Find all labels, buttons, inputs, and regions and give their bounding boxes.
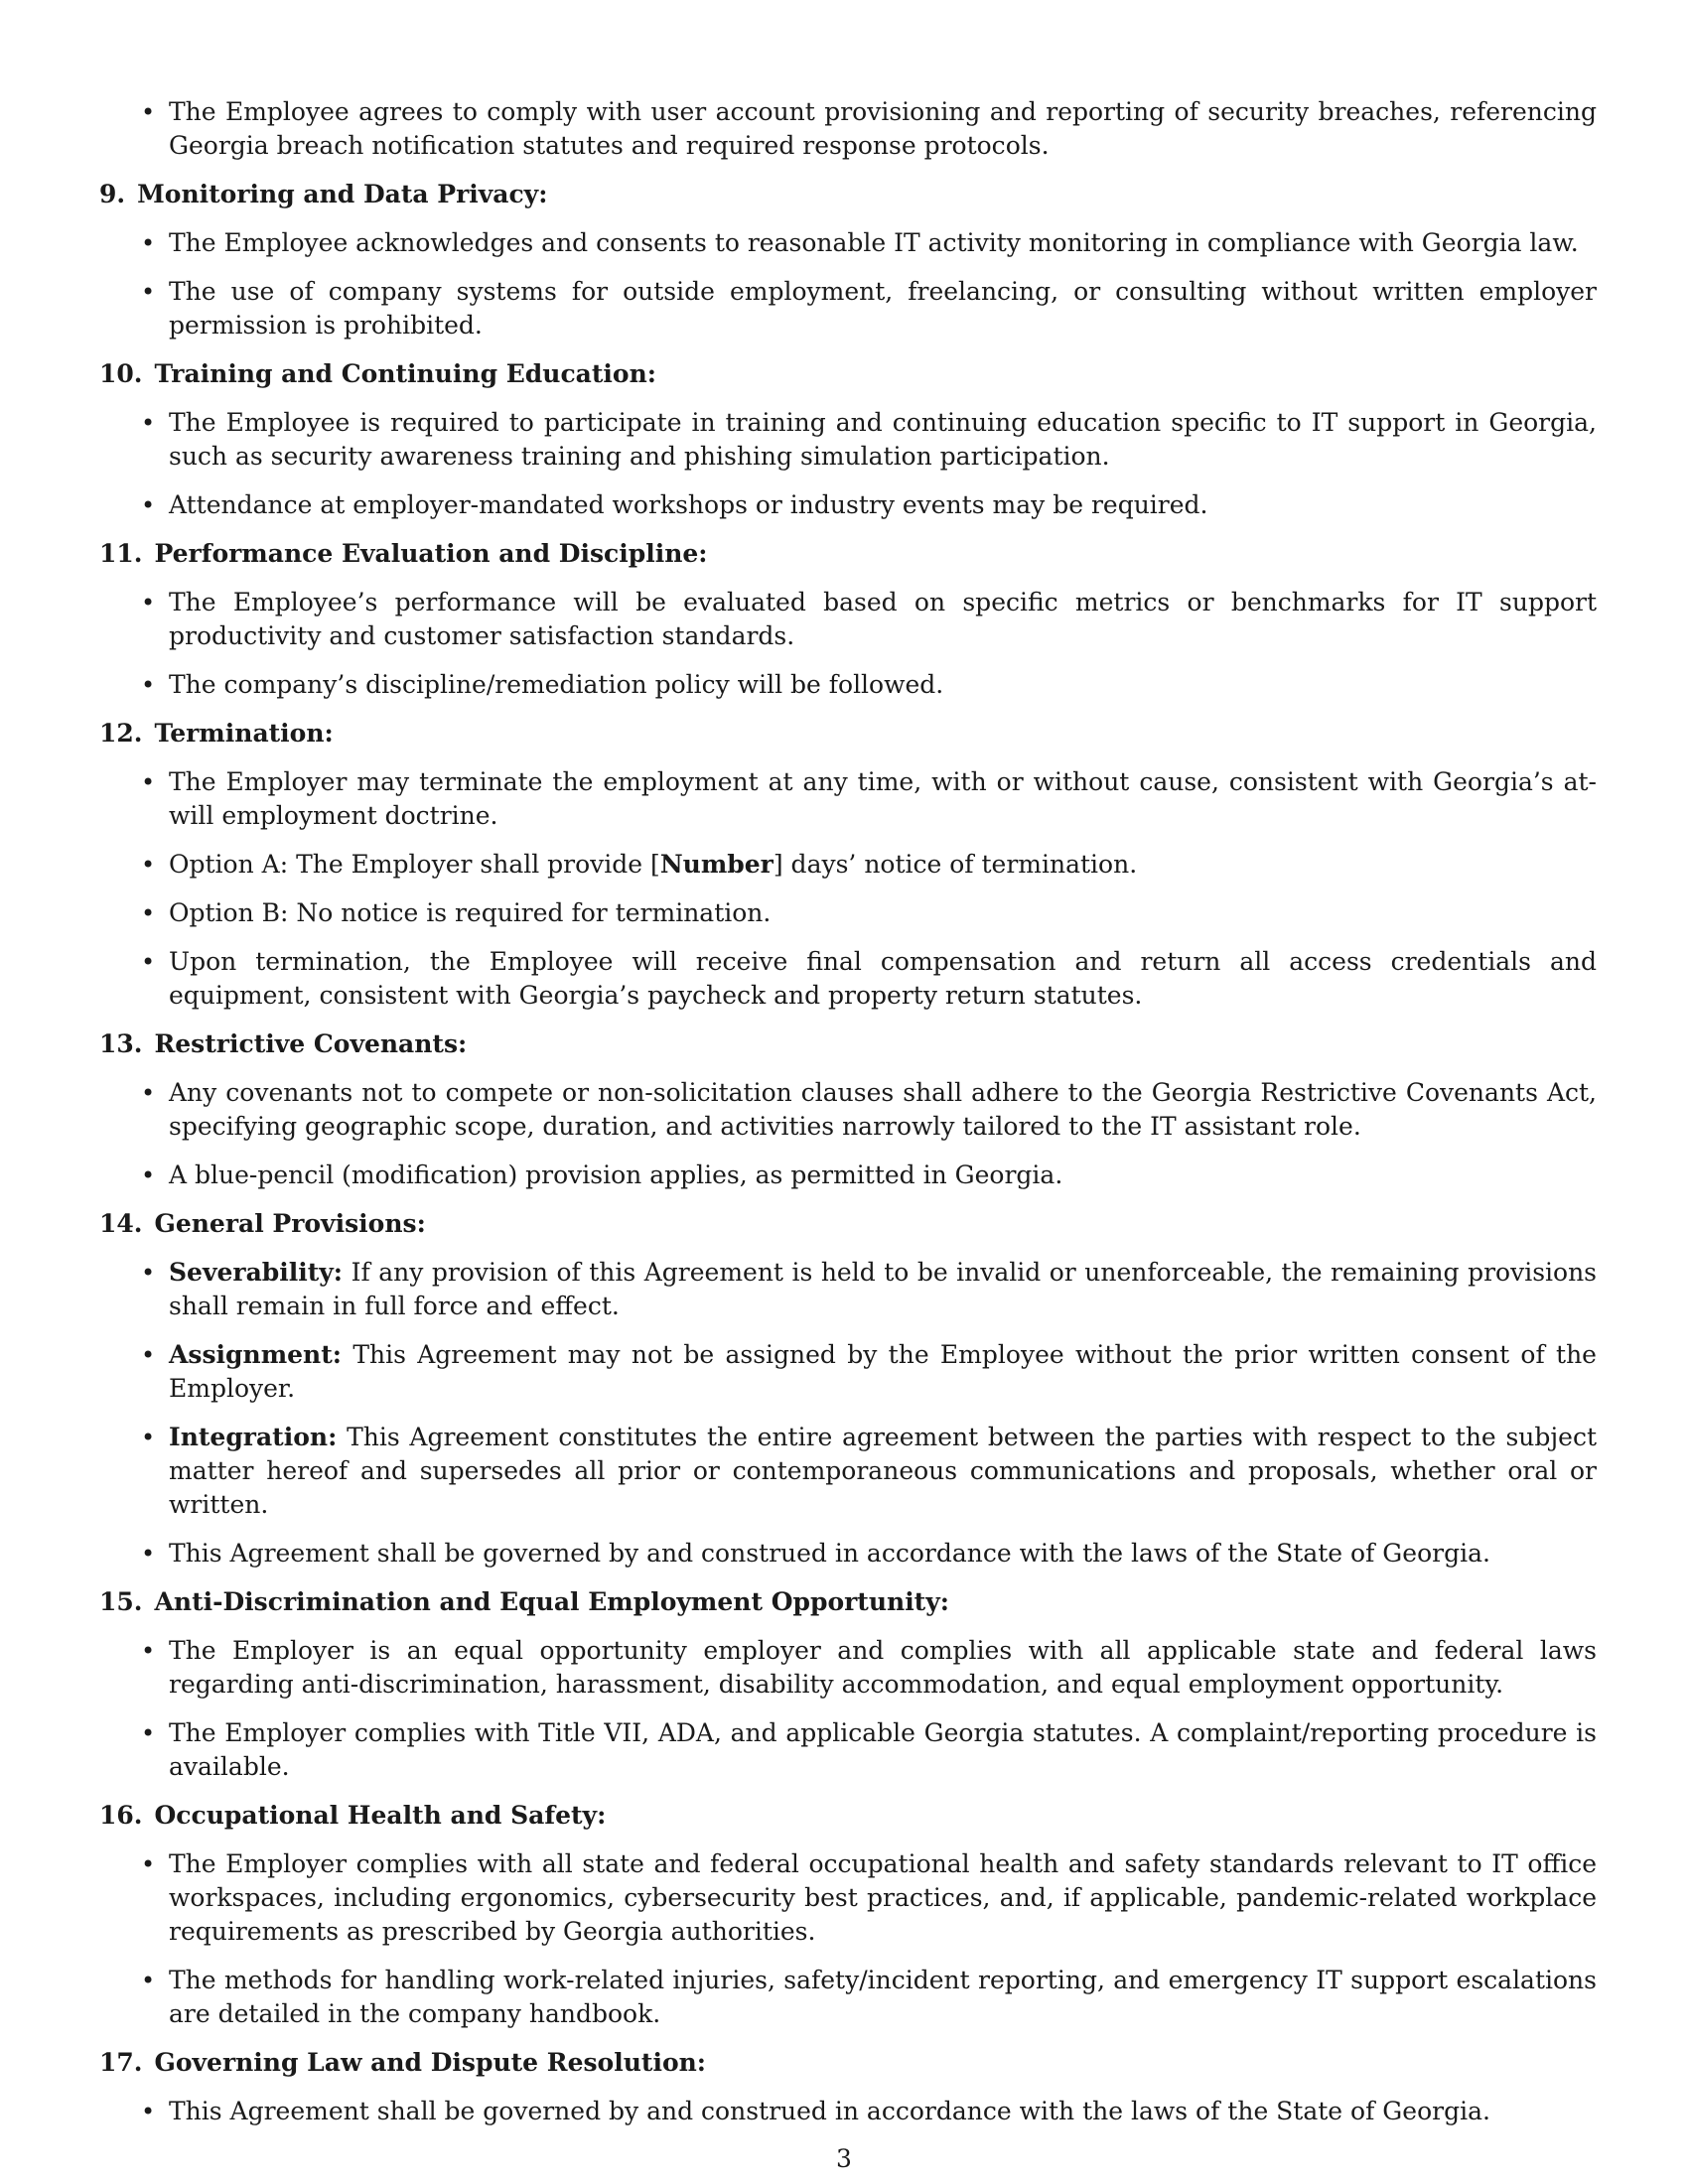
section-heading: [99, 537, 1597, 571]
list-item: • The Employer complies with all state and federal occupational health and safety standards relevant to IT office workspaces, including ergonomics, cybersecurity best practices, and, if applicable, pandemic-related workplace requirements as prescribed by Georgia authorities.: [99, 1847, 1597, 1949]
item-text-pre: Option A: The Employer shall provide [: [169, 850, 660, 879]
continued-list: [99, 95, 1597, 163]
section-title: Occupational Health and Safety:: [154, 1801, 607, 1830]
provision-text: This Agreement may not be assigned by the Employee without the prior written consent of the Employer.: [169, 1340, 1597, 1403]
section-title: Performance Evaluation and Discipline:: [154, 539, 708, 568]
list-item: • The Employer is an equal opportunity employer and complies with all applicable state and federal laws regarding anti-discrimination, harassment, disability accommodation, and equal employment opportunity.: [99, 1634, 1597, 1702]
list-item: • Attendance at employer-mandated workshops or industry events may be required.: [99, 488, 1597, 522]
section-title: General Provisions:: [154, 1209, 426, 1238]
section-items: [99, 1634, 1597, 1784]
section-number: 15.: [99, 1587, 143, 1616]
list-item: • The methods for handling work-related injuries, safety/incident reporting, and emergency IT support escalations are detailed in the company handbook.: [99, 1964, 1597, 2031]
section-items: [99, 2095, 1597, 2128]
section-number: 10.: [99, 359, 143, 388]
section-17: [99, 2046, 1597, 2128]
list-item: [99, 848, 1597, 882]
section-title: Termination:: [154, 719, 334, 748]
page-number: 3: [836, 2144, 852, 2173]
section-heading: [99, 2046, 1597, 2080]
list-item: • The Employee’s performance will be evaluated based on specific metrics or benchmarks for IT support productivity and customer satisfaction standards.: [99, 586, 1597, 653]
provision-text: This Agreement constitutes the entire agreement between the parties with respect to the subject matter hereof and supersedes all prior or contemporaneous communications and proposals, whether oral or written.: [169, 1423, 1597, 1519]
list-item: • Any covenants not to compete or non-solicitation clauses shall adhere to the Georgia Restrictive Covenants Act, specifying geographic scope, duration, and activities narrowly tailored to the IT assistant role.: [99, 1076, 1597, 1144]
section-title: Training and Continuing Education:: [154, 359, 657, 388]
section-16: [99, 1799, 1597, 2031]
section-items: [99, 1847, 1597, 2031]
section-title: Governing Law and Dispute Resolution:: [154, 2048, 707, 2077]
section-heading: [99, 357, 1597, 391]
document-page: [99, 95, 1597, 2143]
provision-term: Severability:: [169, 1258, 344, 1287]
list-item: • The company’s discipline/remediation policy will be followed.: [99, 668, 1597, 702]
section-title: Anti-Discrimination and Equal Employment Opportunity:: [154, 1587, 949, 1616]
section-14: [99, 1207, 1597, 1570]
list-item: • The Employee agrees to comply with user account provisioning and reporting of security breaches, referencing Georgia breach notification statutes and required response protocols.: [99, 95, 1597, 163]
list-item: • A blue-pencil (modification) provision applies, as permitted in Georgia.: [99, 1159, 1597, 1192]
list-item: [99, 1338, 1597, 1406]
section-items: [99, 1076, 1597, 1192]
section-title: Restrictive Covenants:: [154, 1029, 468, 1058]
section-10: [99, 357, 1597, 522]
section-items: [99, 765, 1597, 1013]
list-item: • Option B: No notice is required for termination.: [99, 896, 1597, 930]
section-heading: [99, 1585, 1597, 1619]
sections-container: [99, 178, 1597, 2128]
section-11: [99, 537, 1597, 702]
section-heading: [99, 178, 1597, 211]
section-items: [99, 586, 1597, 702]
section-number: 12.: [99, 719, 143, 748]
list-item: • The Employer complies with Title VII, ADA, and applicable Georgia statutes. A complaint/reporting procedure is available.: [99, 1716, 1597, 1784]
section-items: [99, 406, 1597, 522]
provision-text: If any provision of this Agreement is held to be invalid or unenforceable, the remaining provisions shall remain in full force and effect.: [169, 1258, 1598, 1320]
list-item: • The Employee is required to participate in training and continuing education specific to IT support in Georgia, such as security awareness training and phishing simulation participation.: [99, 406, 1597, 474]
section-number: 13.: [99, 1029, 143, 1058]
section-13: [99, 1027, 1597, 1192]
section-title: Monitoring and Data Privacy:: [137, 180, 548, 208]
section-12: [99, 717, 1597, 1013]
list-item: • This Agreement shall be governed by and construed in accordance with the laws of the State of Georgia.: [99, 2095, 1597, 2128]
section-heading: [99, 717, 1597, 751]
list-item: [99, 1256, 1597, 1323]
section-items: [99, 226, 1597, 342]
section-number: 17.: [99, 2048, 143, 2077]
list-item: [99, 1421, 1597, 1522]
section-number: 9.: [99, 180, 126, 208]
provision-term: Integration:: [169, 1423, 338, 1451]
section-heading: [99, 1207, 1597, 1241]
section-15: [99, 1585, 1597, 1784]
item-text-post: ] days’ notice of termination.: [773, 850, 1138, 879]
placeholder-number: Number: [659, 850, 774, 879]
section-items: [99, 1256, 1597, 1570]
section-heading: [99, 1027, 1597, 1061]
section-9: [99, 178, 1597, 342]
provision-term: Assignment:: [169, 1340, 343, 1369]
list-item: • Upon termination, the Employee will receive final compensation and return all access credentials and equipment, consistent with Georgia’s paycheck and property return statutes.: [99, 945, 1597, 1013]
list-item: • The use of company systems for outside employment, freelancing, or consulting without written employer permission is prohibited.: [99, 275, 1597, 342]
list-item: • This Agreement shall be governed by and construed in accordance with the laws of the State of Georgia.: [99, 1537, 1597, 1570]
section-number: 16.: [99, 1801, 143, 1830]
section-number: 11.: [99, 539, 143, 568]
section-heading: [99, 1799, 1597, 1833]
section-number: 14.: [99, 1209, 143, 1238]
list-item: • The Employee acknowledges and consents to reasonable IT activity monitoring in compliance with Georgia law.: [99, 226, 1597, 260]
list-item: • The Employer may terminate the employment at any time, with or without cause, consistent with Georgia’s at-will employment doctrine.: [99, 765, 1597, 833]
